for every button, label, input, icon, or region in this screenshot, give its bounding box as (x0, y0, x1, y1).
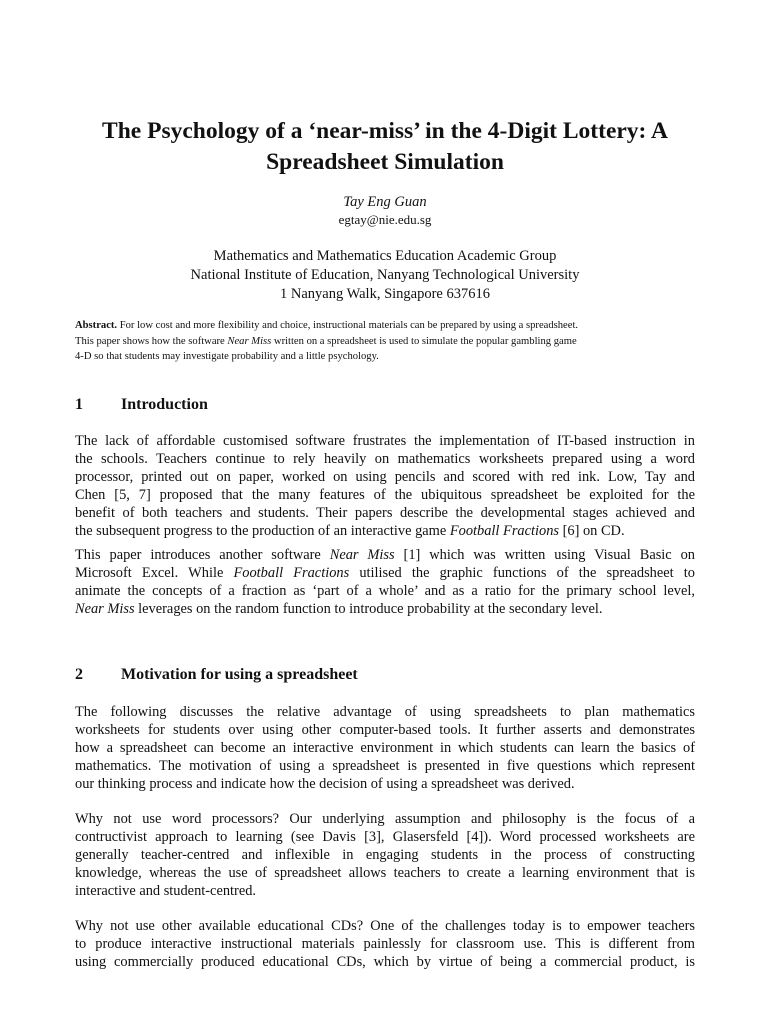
text-line (75, 721, 695, 739)
text-line (75, 917, 695, 935)
text-segment: generally teacher-centred and inflexible in engaging students in the process of constructing (75, 847, 695, 863)
text-segment: utilised the graphic functions of the spreadsheet to (349, 565, 695, 581)
text-line (75, 546, 695, 564)
text-segment: the subsequent progress to the production of an interactive game (75, 523, 450, 539)
text-segment: This paper introduces another software (75, 547, 330, 563)
text-segment: animate the concepts of a fraction as ‘part of a whole’ and as a ratio for the primary school level, (75, 583, 695, 599)
text-line (75, 564, 695, 582)
abstract-line (75, 334, 695, 350)
software-name: Near Miss (75, 601, 135, 617)
text-segment: Microsoft Excel. While (75, 565, 234, 581)
text-line (75, 739, 695, 757)
text-line (75, 935, 695, 953)
software-name: Football Fractions (233, 565, 350, 581)
text-segment: how a spreadsheet can become an interactive environment in which students can learn the basics of (75, 740, 695, 756)
text-segment: our thinking process and indicate how the decision of using a spreadsheet was derived. (75, 776, 575, 792)
author-email[interactable]: egtay@nie.edu.sg (338, 212, 432, 227)
text-segment: benefit of both teachers and students. Their papers describe the developmental stages achieved and (75, 505, 695, 521)
text-segment: Chen [5, 7] proposed that the many features of the ubiquitous spreadsheet be exploited for the (75, 487, 695, 503)
text-segment: The lack of affordable customised software frustrates the implementation of IT-based instruction in (75, 433, 695, 449)
software-name: Near Miss (227, 335, 272, 347)
abstract-line (75, 349, 695, 365)
paragraph (75, 703, 695, 793)
text-line (75, 582, 695, 600)
text-line (75, 757, 695, 775)
text-segment: processor, printed out on paper, worked on using pencils and scored with red ink. Low, Tay and (75, 469, 695, 485)
text-segment: Why not use other available educational CDs? One of the challenges today is to empower teachers (75, 918, 695, 934)
paragraph (75, 546, 695, 618)
title-line: The Psychology of a ‘near-miss’ in the 4-Digit Lottery: A (102, 118, 668, 144)
paper-title (75, 116, 695, 178)
section-title: Introduction (121, 396, 208, 413)
text-segment: Why not use word processors? Our underlying assumption and philosophy is the focus of a (75, 811, 695, 827)
text-segment: worksheets for students over using other computer-based tools. It further asserts and demonstrates (75, 722, 695, 738)
section-number: 1 (75, 396, 83, 413)
text-segment: using commercially produced educational CDs, which by virtue of being a commercial product, is (75, 954, 695, 970)
section-number: 2 (75, 666, 83, 683)
text-line (75, 468, 695, 486)
text-line (75, 522, 695, 540)
section-heading (75, 665, 358, 685)
text-line (75, 953, 695, 971)
text-line (75, 486, 695, 504)
text-segment: interactive and student-centred. (75, 883, 257, 899)
author-name: Tay Eng Guan (343, 194, 427, 210)
software-name: Near Miss (329, 547, 395, 563)
abstract-label: Abstract. (75, 320, 118, 331)
text-line (75, 432, 695, 450)
abstract (75, 318, 695, 365)
text-segment: contructivist approach to learning (see Davis [3], Glasersfeld [4]). Word processed worksheets are (75, 829, 695, 845)
abstract-text: This paper shows how the software (75, 335, 228, 347)
text-segment: leverages on the random function to introduce probability at the secondary level. (134, 601, 603, 617)
abstract-line (75, 318, 695, 334)
paragraph (75, 432, 695, 540)
title-line: Spreadsheet Simulation (266, 149, 504, 175)
text-segment: to produce interactive instructional materials painlessly for classroom use. This is different from (75, 936, 695, 952)
text-line (75, 882, 695, 900)
paragraph (75, 810, 695, 900)
text-line (75, 828, 695, 846)
text-segment: [6] on CD. (558, 523, 625, 539)
abstract-text: 4-D so that students may investigate probability and a little psychology. (75, 351, 379, 362)
text-segment: knowledge, whereas the use of spreadsheet allows teachers to create a learning environment that is (75, 865, 695, 881)
software-name: Football Fractions (449, 523, 559, 539)
text-line (75, 504, 695, 522)
text-line (75, 864, 695, 882)
affiliation-line: National Institute of Education, Nanyang Technological University (190, 267, 580, 283)
text-segment: the schools. Teachers continue to rely heavily on mathematics worksheets prepared using a word (75, 451, 695, 467)
affiliation-line: 1 Nanyang Walk, Singapore 637616 (280, 286, 490, 302)
text-segment: [1] which was written using Visual Basic on (394, 547, 695, 563)
paragraph (75, 917, 695, 971)
text-segment: mathematics. The motivation of using a spreadsheet is presented in five questions which represent (75, 758, 695, 774)
abstract-text: For low cost and more flexibility and choice, instructional materials can be prepared by using a spreadsheet. (117, 320, 579, 331)
section-heading (75, 395, 208, 415)
affiliation-line: Mathematics and Mathematics Education Academic Group (213, 248, 557, 264)
text-line (75, 846, 695, 864)
text-line (75, 703, 695, 721)
text-line (75, 775, 695, 793)
affiliation (75, 247, 695, 304)
text-line (75, 450, 695, 468)
text-line (75, 810, 695, 828)
text-line (75, 600, 695, 618)
text-segment: The following discusses the relative advantage of using spreadsheets to plan mathematics (75, 704, 695, 720)
section-title: Motivation for using a spreadsheet (121, 666, 358, 683)
abstract-text: written on a spreadsheet is used to simulate the popular gambling game (271, 335, 577, 347)
